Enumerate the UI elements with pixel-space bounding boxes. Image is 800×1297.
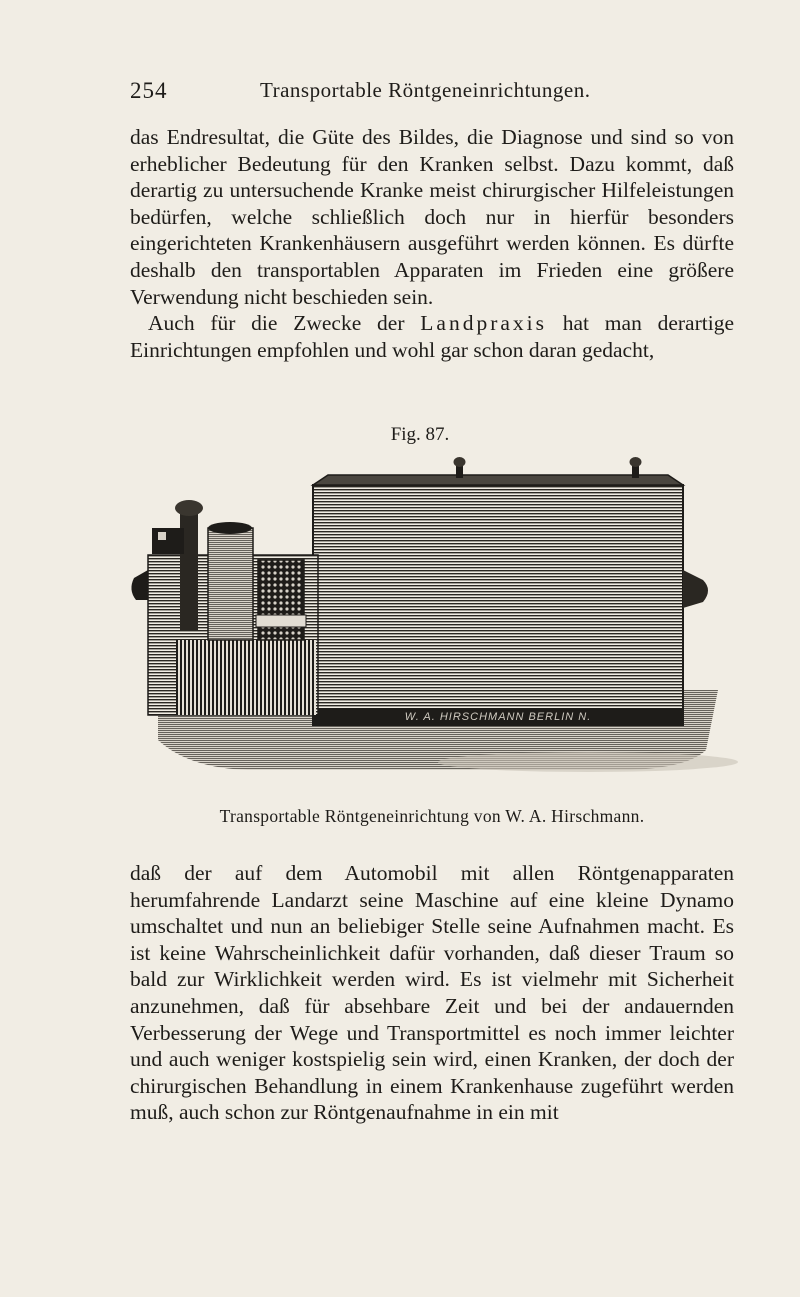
box-lid <box>313 475 683 485</box>
terminal-box <box>152 528 184 554</box>
interrupter-cap <box>175 500 203 516</box>
apparatus-handle-left <box>131 570 148 600</box>
box-handle-right <box>683 570 708 608</box>
coil-top <box>208 522 252 534</box>
running-title: Transportable Röntgeneinrichtungen. <box>260 78 591 102</box>
page-number: 254 <box>130 78 168 103</box>
apparatus-grille <box>176 640 316 715</box>
figure-caption: Transportable Röntgeneinrichtung von W. A. Hirschmann. <box>219 806 645 826</box>
scale-strip <box>256 615 306 627</box>
figure-87-illustration <box>128 450 742 785</box>
regulator-drum <box>258 560 304 640</box>
terminal-window <box>158 532 166 540</box>
page-header <box>130 78 730 112</box>
text-block-top <box>130 124 734 363</box>
paragraph-2 <box>130 310 734 363</box>
text-block-bottom <box>130 860 734 1126</box>
base-shadow <box>438 752 738 772</box>
paragraph-2-start: Auch für die Zwecke der <box>148 311 421 336</box>
figure-label: Fig. 87. <box>390 424 450 445</box>
paragraph-3: daß der auf dem Automobil mit allen Röntgenapparaten herumfahrende Landarzt seine Maschine auf eine kleine Dynamo umschaltet und nun an beliebiger Stelle seine Aufnahmen macht. Es ist keine Wahrscheinlichkeit dafür vorhanden, daß dieser Traum so bald zur Wirklichkeit werden wird. Es ist vielmehr mit Sicherheit anzunehmen, daß für absehbare Zeit und bei der andauernden Verbesserung der Wege und Transportmittel es noch immer leichter und auch weniger kostspielig sein wird, einen Kranken, der doch der chirurgischen Behandlung in einem Krankenhause zugeführt werden muß, auch schon zur Röntgenaufnahme in ein mit <box>130 861 734 1125</box>
paragraph-2-end: hat man derartige Einrichtungen empfohlen und wohl gar schon daran gedacht, <box>130 311 734 362</box>
brand-plate-text: W. A. HIRSCHMANN BERLIN N. <box>404 711 592 723</box>
paragraph-1: das Endresultat, die Güte des Bildes, die Diagnose und sind so von erheblicher Bedeutung für den Kranken selbst. Dazu kommt, daß derartig zu untersuchende Kranke meist chirurgischer Hilfeleistungen bedürfen, welche schließlich doch nur in hierfür besonders eingerichteten Krankenhäusern ausgeführt werden können. Es dürfte deshalb den transportablen Apparaten im Frieden eine größere Verwendung nicht beschieden sein. <box>130 125 734 309</box>
main-box <box>313 485 683 725</box>
coil-cylinder <box>208 528 253 640</box>
emphasis-landpraxis: Landpraxis <box>420 311 547 336</box>
